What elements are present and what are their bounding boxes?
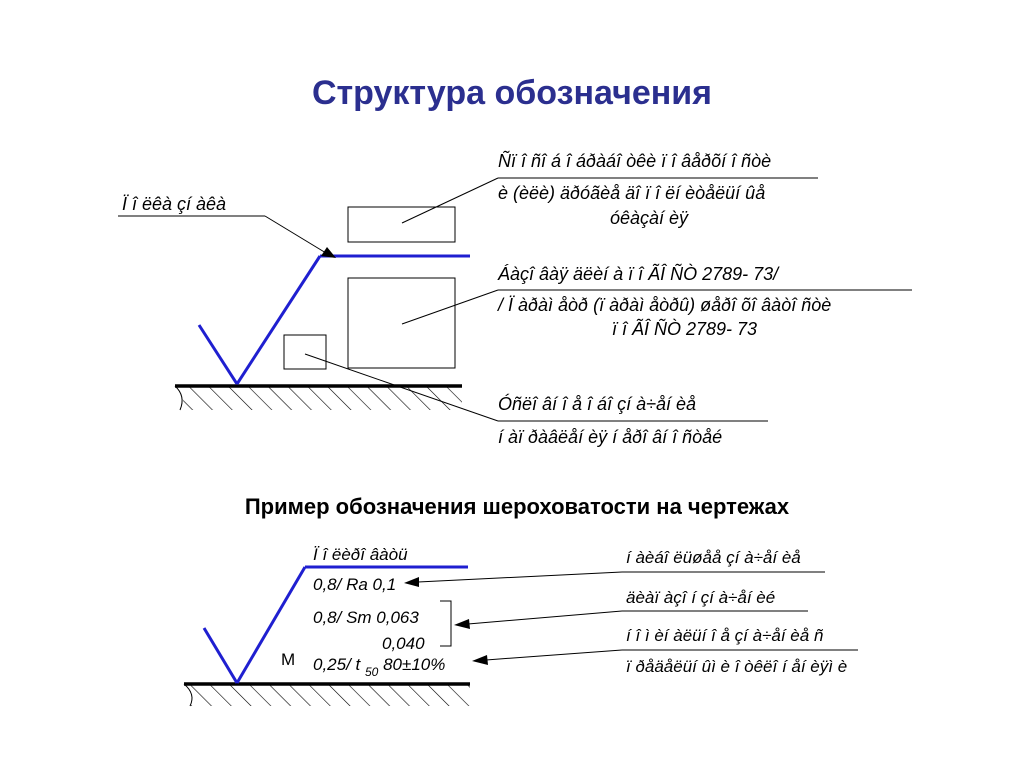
top-label-method-1: Ñï î ñî á î áðàáî òêè ï î âåðõí î ñòè — [498, 151, 772, 171]
top-label-method-3: óêàçàí èÿ — [610, 208, 689, 228]
example-surface — [184, 684, 470, 706]
top-label-direction-2: í àï ðàâëåí èÿ í åðî âí î ñòåé — [498, 427, 723, 447]
example-line-t-sub: 50 — [365, 665, 379, 679]
example-right-label-1: í àèáî ëüøåå çí à÷åí èå — [626, 548, 801, 567]
example-right-label-3b: ï ðåäåëüí ûì è î òêëî í åí èÿì è — [626, 657, 848, 676]
example-line-ra: 0,8/ Ra 0,1 — [313, 575, 397, 594]
top-roughness-symbol — [199, 256, 470, 384]
top-label-params-3: ï î ÃÎ ÑÒ 2789- 73 — [612, 319, 758, 339]
top-label-params-2: / Ï àðàì åòð (ï àðàì åòðû) øåðî õî âàòî ñòè — [498, 295, 832, 315]
example-line-t — [313, 655, 445, 680]
example-arrow-1 — [404, 572, 622, 587]
example-arrow-2 — [454, 611, 622, 629]
top-leader-1 — [402, 178, 498, 223]
top-box-method — [348, 207, 455, 242]
top-box-parameters — [348, 278, 455, 368]
example-method-text: Ï î ëèðî âàòü — [313, 545, 408, 564]
example-line-sm: 0,8/ Sm 0,063 — [313, 608, 419, 627]
top-label-method-2: è (èëè) äðóãèå äî ï î ëí èòåëüí ûå — [498, 183, 766, 203]
top-surface — [175, 386, 462, 410]
top-leader-2 — [402, 290, 498, 324]
example-line-t-suffix: 80±10% — [383, 655, 446, 674]
top-label-direction-1: Óñëî âí î å î áî çí à÷åí èå — [498, 394, 696, 414]
top-box-direction — [284, 335, 326, 369]
example-subtitle: Пример обозначения шероховатости на чертежах — [244, 494, 790, 519]
slide-title: Структура обозначения — [311, 74, 713, 112]
example-diagram — [184, 545, 858, 706]
example-line-t-prefix: 0,25/ t — [313, 655, 361, 674]
top-label-params-1: Áàçî âàÿ äëèí à ï î ÃÎ ÑÒ 2789- 73/ — [498, 264, 779, 284]
top-left-arrow — [265, 216, 336, 258]
example-line-sm-lower: 0,040 — [382, 634, 425, 653]
example-right-label-3a: í î ì èí àëüí î å çí à÷åí èå ñ — [626, 626, 824, 645]
top-structure-diagram — [118, 150, 912, 447]
example-arrow-3 — [472, 650, 622, 665]
example-right-label-2: äèàï àçî í çí à÷åí èé — [626, 588, 776, 607]
top-left-label: Ï î ëêà çí àêà — [122, 194, 227, 214]
example-range-bracket — [440, 601, 451, 646]
example-m-letter: M — [281, 650, 296, 669]
